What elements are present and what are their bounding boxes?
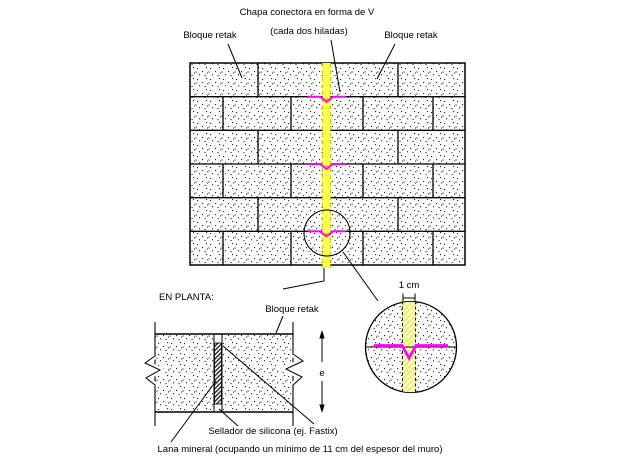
label-bloque-retak-plan: Bloque retak: [265, 304, 319, 315]
arrow-down-icon: [319, 405, 324, 414]
label-bloque-retak-right: Bloque retak: [384, 30, 438, 41]
joint-detail-circle: [366, 294, 458, 395]
label-chapa-conectora-line1: Chapa conectora en forma de V: [239, 7, 375, 18]
leader-joint-bottom: [283, 268, 324, 289]
label-en-planta: EN PLANTA:: [159, 292, 214, 303]
label-lana-mineral: Lana mineral (ocupando un mínimo de 11 cm del espesor del muro): [157, 444, 443, 455]
mineral-wool-hatch: [215, 343, 222, 404]
arrow-up-icon: [319, 330, 324, 339]
label-bloque-retak-left: Bloque retak: [183, 30, 237, 41]
plan-joint: [214, 334, 222, 412]
label-chapa-conectora-line2: (cada dos hiladas): [270, 26, 348, 37]
elevation-wall: [190, 63, 465, 268]
plan-block-left: [156, 335, 215, 412]
leader-bloque-plan: [276, 316, 283, 333]
plan-view: [145, 316, 325, 442]
plan-block-right: [222, 335, 293, 412]
label-dimension-1cm: 1 cm: [398, 280, 420, 291]
label-sellador: Sellador de silicona (ej. Fastix): [208, 426, 338, 437]
label-thickness-e: e: [319, 368, 325, 379]
